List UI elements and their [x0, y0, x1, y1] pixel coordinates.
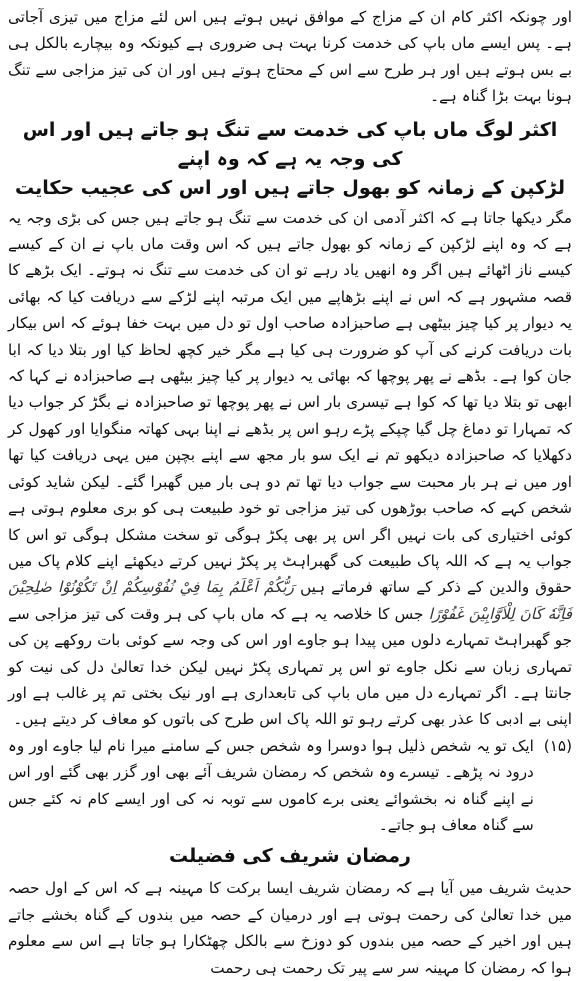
quran-verse: رَبُّكُمْ اَعْلَمُ بِمَا فِيْ نُفُوْسِكُمْ اِنْ تَكُوْنُوْا صٰلِحِيْنَ فَاِنَّهٗ كَانَ لِلْاَوَّابِيْنَ غَفُوْرًا — [8, 578, 573, 623]
paragraph-old-man-story — [8, 205, 572, 733]
verse-explanation: جس کا خلاصہ یہ ہے کہ ماں باپ کی ہر وقت کی تیز مزاجی سے جو گھبراہٹ تمہارے دلوں میں پیدا ہو جاوے اور اس کی وجہ سے کوئی بات روکھے پن کی تمہاری زبان سے نکل جاوے تو اس پر تمہاری پکڑ نہیں لیکن خدا تعالیٰ دل کی نیت کو جانتا ہے۔ اگر تمہارے دل میں ماں باپ کی تابعداری ہے اور نیک بختی تم پر غالب ہے اور اپنی بے ادبی کا عذر بھی کرتے رہو تو اللہ پاک اس طرح کی باتوں کو معاف کر دیتے ہیں۔ — [8, 604, 572, 729]
numbered-item-15 — [8, 733, 572, 839]
paragraph-parents-service: اور چونکہ اکثر کام ان کے مزاج کے موافق نہیں ہوتے ہیں اس لئے مزاج میں تیزی آجاتی ہے۔ پس ایسے ماں باپ کی خدمت کرنا بہت ہی ضروری ہے کیونکہ وہ بیچارے بالکل ہی بے بس ہوتے ہیں اور ہر طرح سے اس کے محتاج ہوتے ہیں اور ان کی تیز مزاجی سے تنگ ہونا بہت بڑا گناہ ہے۔ — [8, 8, 572, 106]
heading-ramadan-virtue: رمضان شریف کی فضیلت — [169, 845, 411, 868]
paragraph-ramadan-hadith: حدیث شریف میں آیا ہے کہ رمضان شریف ایسا برکت کا مہینہ ہے کہ اس کے اول حصہ میں خدا تعالیٰ کی رحمت ہوتی ہے اور درمیان کے حصہ میں بندوں کے گناہ بخشے جاتے ہیں اور اخیر کے حصہ میں بندوں کو دوزخ سے بالکل چھٹکارا ہو جاتا ہے اس سے معلوم ہوا کہ رمضان کا مہینہ سر سے پیر تک رحمت ہی رحمت — [8, 879, 572, 977]
heading-line-2: لڑکپن کے زمانہ کو بھول جاتے ہیں اور اس کی عجیب حکایت — [15, 176, 565, 199]
item-number: (۱۵) — [543, 736, 572, 755]
heading-forgetting-childhood — [8, 116, 572, 203]
heading-line-1: اکثر لوگ ماں باپ کی خدمت سے تنگ ہو جاتے ہیں اور اس کی وجہ یہ ہے کہ وہ اپنے — [22, 118, 558, 170]
item-15-text: ایک تو یہ شخص ذلیل ہوا دوسرا وہ شخص جس کے سامنے میرا نام لیا جاوے اور وہ درود نہ پڑھے۔ تیسرے وہ شخص کہ رمضان شریف آئے بھی اور گزر بھی گئے اور اس نے اپنے گناہ نہ بخشوائے یعنی برے کاموں سے توبہ نہ کی اور ایسے کام نہ کئے جس سے گناہ معاف ہو جاتے۔ — [8, 736, 534, 834]
story-text: مگر دیکھا جاتا ہے کہ اکثر آدمی ان کی خدمت سے تنگ ہو جاتے ہیں جس کی بڑی وجہ یہ ہے کہ وہ اپنے لڑکپن کے زمانہ کو بھول جاتے ہیں کہ اس وقت ماں باپ نے ان کے کیسے کیسے ناز اٹھائے ہیں اگر وہ انھیں یاد رہے تو ان کی خدمت سے تنگ نہ ہوتے۔ ایک بڑھے کا قصہ مشہور ہے کہ اس نے اپنے بڑھاپے میں ایک مرتبہ اپنے لڑکے سے دریافت کیا کہ بھائی یہ دیوار پر کیا چیز بیٹھی ہے صاحبزادہ صاحب اول تو دل میں بہت خفا ہوئے کہ اس بیکار بات دریافت کرنے کی آپ کو ضرورت ہی کیا ہے مگر خیر کچھ لحاظ کیا اور بتلا دیا کہ ابا جان کوا ہے۔ بڈھے نے پھر پوچھا کہ بھائی یہ دیوار پر کیا چیز بیٹھی ہے صاحبزادہ نے کہا کہ ابھی تو بتلا دیا تھا کہ کوا ہے تیسری بار اس نے پھر پوچھا تو صاحبزادہ نے بگڑ کر جواب دیا کہ تمہارا تو دماغ چل گیا چپکے پڑے رہو اس پر بڈھے نے اپنا بہی کھاتہ منگوایا اور کھول کر دکھلایا کہ صاحبزادہ دیکھو تم نے ایک سو بار مجھ سے اپنے بچپن میں یہی دریافت کیا تھا اور میں نے ہر بار محبت سے جواب دیا تھا تم دو ہی بار میں گھبرا گئے۔ لیکن شاید کوئی شخص کہے کہ صاحب بوڑھوں کی تیز مزاجی تو خود طبیعت ہی کو بری معلوم ہوتی ہے کوئی اختیاری کی بات نہیں اگر اس پر بھی پکڑ ہوگی تو سخت مشکل ہوگی تو اس کا جواب یہ ہے کہ اللہ پاک طبیعت کی گھبراہٹ پر پکڑ نہیں کرتے دیکھئے اپنے کلام پاک میں حقوق والدین کے ذکر کے ساتھ فرماتے ہیں — [8, 208, 572, 597]
